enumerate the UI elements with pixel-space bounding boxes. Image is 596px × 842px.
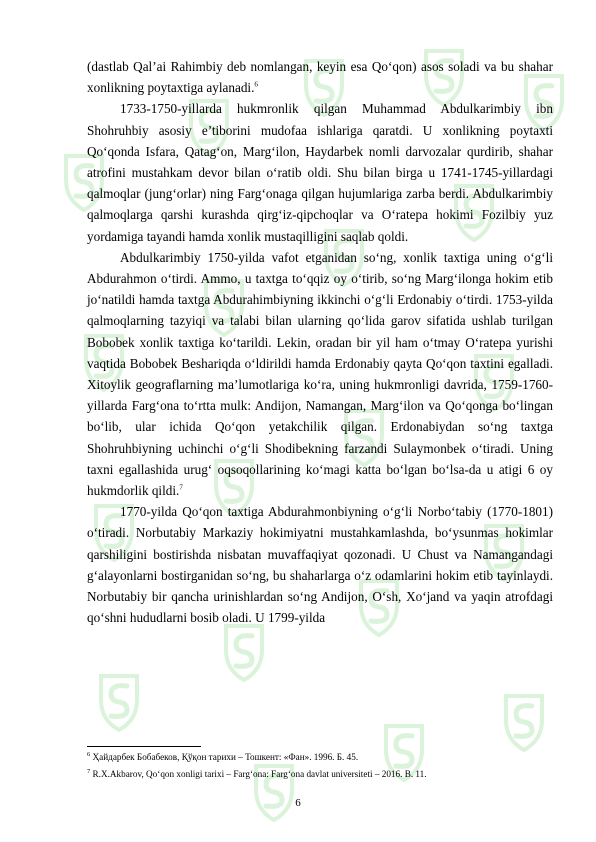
s-shield-watermark bbox=[220, 620, 268, 684]
footnote bbox=[87, 751, 553, 763]
footnote-ref[interactable]: 6 bbox=[254, 80, 258, 89]
body-text bbox=[87, 56, 553, 628]
s-shield-watermark bbox=[95, 670, 143, 734]
footnote bbox=[87, 768, 553, 780]
paragraph bbox=[87, 247, 553, 501]
footnote-number: 6 bbox=[87, 750, 91, 758]
paragraph: 1733-1750-yillarda hukmronlik qilgan Muhammad Abdulkarimbiy ibn Shohruhbiy asosiy e’tiborini mudofaa ishlariga qaratdi. U xonlikning poytaxti Qo‘qonda Isfara, Qatag‘on, Marg‘ilon, Haydarbek nomli darvozalar qurdirib, shahar atrofini mustahkam devor bilan o‘ratib oldi. Shu bilan birga u 1741-1745-yillardagi qalmoqlar (jung‘orlar) ning Farg‘onaga qilgan hujumlariga zarba berdi. Abdulkarimbiy qalmoqlarga qarshi kurashda qirg‘iz-qipchoqlar va O‘ratepa hokimi Fozilbiy yuz yordamiga tayandi hamda xonlik mustaqilligini saqlab qoldi. bbox=[87, 101, 553, 244]
paragraph bbox=[87, 56, 553, 98]
footnote-ref[interactable]: 7 bbox=[179, 483, 183, 492]
paragraph-text: (dastlab Qal’ai Rahimbiy deb nomlangan, keyin esa Qo‘qon) asos soladi va bu shahar xonlikning poytaxtiga aylanadi. bbox=[87, 59, 553, 96]
footnote-text: Ҳайдарбек Бобабеков, Қўқон тарихи – Тошкент: «Фан». 1996. Б. 45. bbox=[92, 752, 359, 762]
footnote-text: R.X.Akbarov, Qo‘qon xonligi tarixi – Farg‘ona: Farg‘ona davlat universiteti – 2016. B. 11. bbox=[92, 769, 427, 779]
footnote-divider bbox=[87, 746, 201, 747]
footnote-number: 7 bbox=[87, 767, 91, 775]
s-shield-watermark bbox=[500, 690, 548, 754]
paragraph: 1770-yilda Qo‘qon taxtiga Abdurahmonbiyning o‘g‘li Norbo‘tabiy (1770-1801) o‘tiradi. Norbutabiy Markaziy hokimiyatni mustahkamlashda, bo‘ysunmas hokimlar qarshiligini bostirishda nisbatan muvaffaqiyat qozonadi. U Chust va Namangandagi g‘alayonlarni bostirganidan so‘ng, bu shaharlarga o‘z odamlarini hokim etib tayinlaydi. Norbutabiy bir qancha urinishlardan so‘ng Andijon, O‘sh, Xo‘jand va yaqin atrofdagi qo‘shni hududlarni bosib oladi. U 1799-yilda bbox=[87, 504, 553, 626]
page-number: 6 bbox=[295, 797, 301, 809]
paragraph-text: Abdulkarimbiy 1750-yilda vafot etganidan so‘ng, xonlik taxtiga uning o‘g‘li Abdurahmon o‘tirdi. Ammo, u taxtga to‘qqiz oy o‘tirib, so‘ng Marg‘ilonga hokim etib jo‘natildi hamda taxtga Abdurahimbiyning ikkinchi o‘g‘li Erdonabiy o‘tirdi. 1753-yilda qalmoqlarning tazyiqi va talabi bilan ularning qo‘lida garov sifatida ushlab turilgan Bobobek xonlik taxtiga ko‘tarildi. Lekin, oradan bir yil ham o‘tmay O‘ratepa yurishi vaqtida Bobobek Beshariqda o‘ldirildi hamda Erdonabiy qayta Qo‘qon taxtini egalladi. Xitoylik geograflarning ma’lumotlariga ko‘ra, uning hukmronligi davrida, 1759-1760-yillarda Farg‘ona to‘rtta mulk: Andijon, Namangan, Marg‘ilon va Qo‘qonga bo‘lingan bo‘lib, ular ichida Qo‘qon yetakchilik qilgan. Erdonabiydan so‘ng taxtga Shohruhbiyning uchinchi o‘g‘li Shodibekning farzandi Sulaymonbek o‘tiradi. Uning taxni egallashida urug‘ oqsoqollarining ko‘magi katta bo‘lgan bo‘lsa-da u atigi 6 oy hukmdorlik qildi. bbox=[87, 249, 553, 499]
